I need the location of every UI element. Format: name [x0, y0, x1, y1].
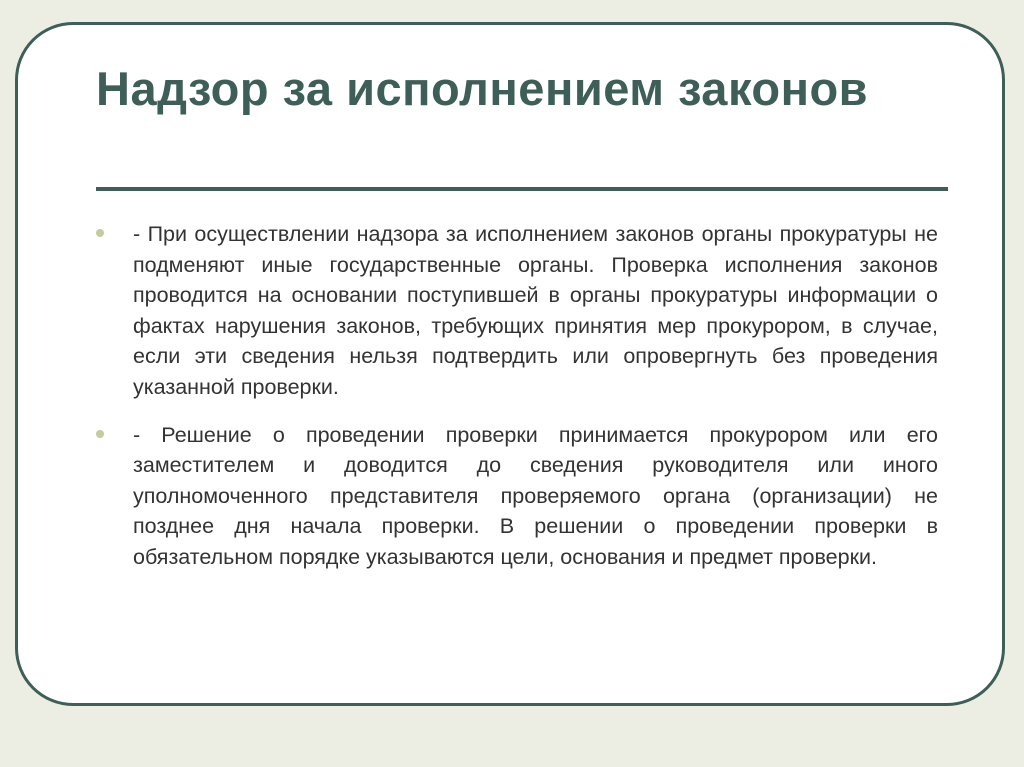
bullet-item-1 [96, 219, 938, 403]
bullet-item-2 [96, 420, 938, 573]
bullet-text-1: - При осуществлении надзора за исполнением законов органы прокуратуры не подменяют иные государственные органы. Проверка исполнения законов проводится на основании поступившей в органы прокуратуры информации о фактах нарушения законов, требующих принятия мер прокурором, в случае, если эти сведения нельзя подтвердить или опровергнуть без проведения указанной проверки. [133, 222, 938, 399]
bullet-text-2: - Решение о проведении проверки принимается прокурором или его заместителем и доводится до сведения руководителя или иного уполномоченного представителя проверяемого органа (организации) не позднее дня начала проверки. В решении о проведении проверки в обязательном порядке указываются цели, основания и предмет проверки. [133, 422, 938, 569]
title-divider [96, 187, 948, 191]
bullet-list [96, 219, 938, 590]
slide-title: Надзор за исполнением законов [96, 62, 869, 115]
bullet-dot-icon [96, 229, 104, 237]
bullet-dot-icon [96, 430, 104, 438]
